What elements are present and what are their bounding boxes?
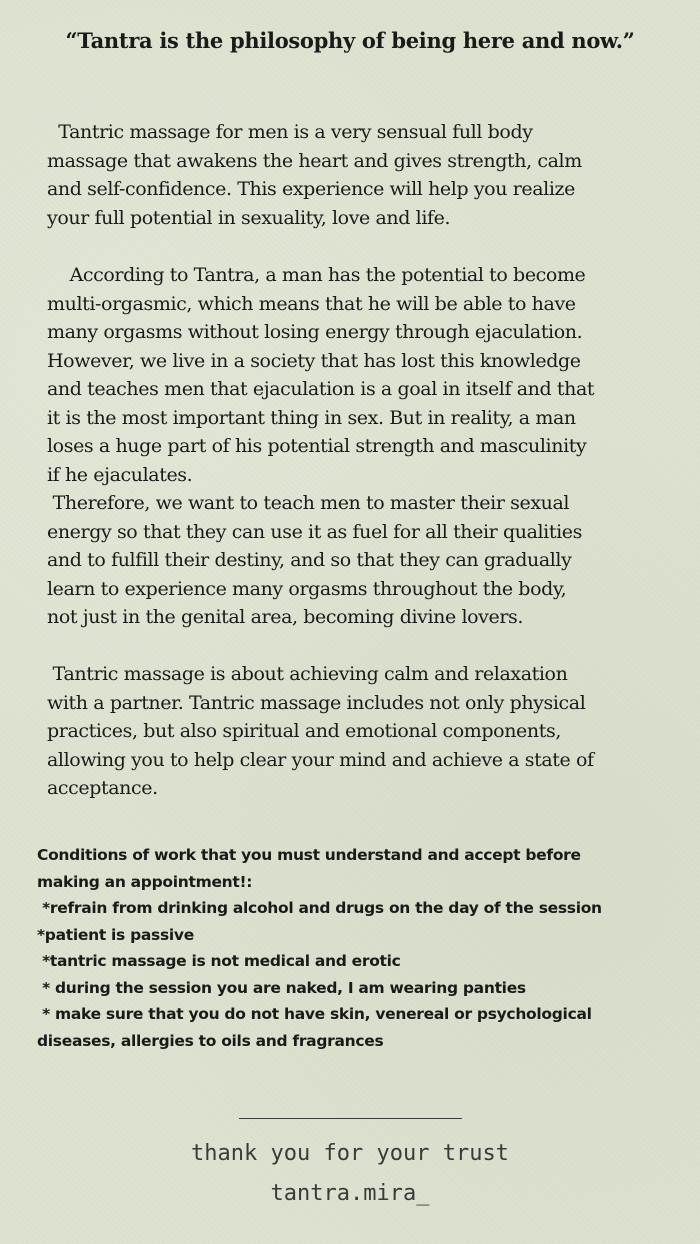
account-handle: tantra.mira_: [270, 1181, 430, 1206]
conditions-list: Conditions of work that you must understand and accept before making an appointment!: *refrain from drinking alcohol and drugs on the day of the session *patient is passive *tantric massage is not medical and erotic * during the session you are naked, I am wearing panties * make sure that you do not have skin, venereal or psychological diseases, allergies to oils and fragrances: [37, 846, 602, 1050]
paragraph-calm: Tantric massage is about achieving calm and relaxation with a partner. Tantric massage includes not only physical practices, but also spiritual and emotional components, allowing you to help clear your mind and achieve a state of acceptance.: [47, 663, 594, 799]
paragraph-teaching: Therefore, we want to teach men to master their sexual energy so that they can use it as fuel for all their qualities and to fulfill their destiny, and so that they can gradually learn to experience many orgasms throughout the body, not just in the genital area, becoming divine lovers.: [47, 492, 582, 628]
thanks-text: thank you for your trust: [191, 1141, 509, 1166]
page-quote: “Tantra is the philosophy of being here and now.”: [65, 28, 635, 53]
paragraph-tantra-potential: According to Tantra, a man has the potential to become multi-orgasmic, which means that he will be able to have many orgasms without losing energy through ejaculation. However, we live in a society that has lost this knowledge and teaches men that ejaculation is a goal in itself and that it is the most important thing in sex. But in reality, a man loses a huge part of his potential strength and masculinity if he ejaculates.: [47, 264, 595, 486]
paragraph-intro: Tantric massage for men is a very sensual full body massage that awakens the heart and gives strength, calm and self-confidence. This experience will help you realize your full potential in sexuality, love and life.: [47, 121, 582, 229]
footer-divider: [239, 1118, 462, 1119]
